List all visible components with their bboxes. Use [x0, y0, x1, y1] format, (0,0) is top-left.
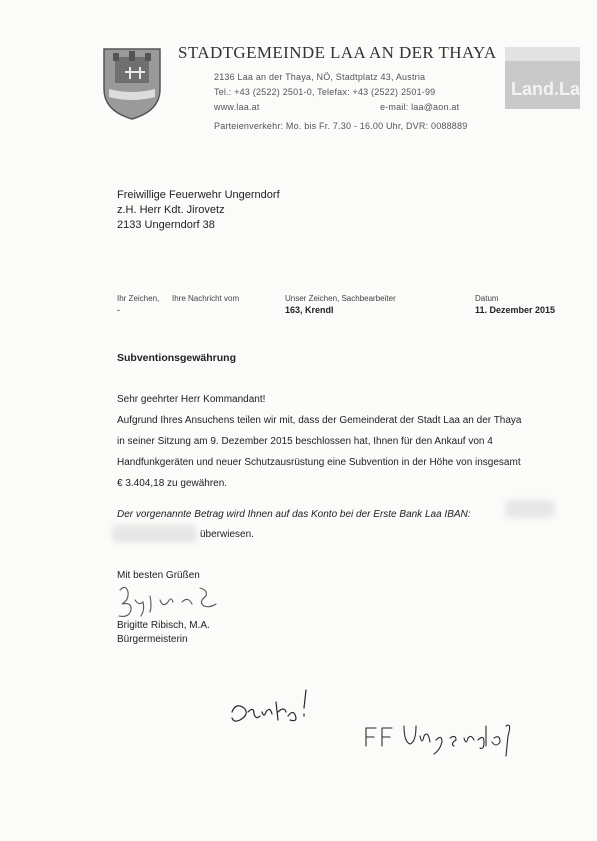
recipient-block [117, 188, 280, 233]
header-address: 2136 Laa an der Thaya, NÖ, Stadtplatz 43, Austria [214, 72, 426, 82]
recipient-line-1: Freiwillige Feuerwehr Ungerndorf [117, 189, 280, 201]
body-p1-line2: in seiner Sitzung am 9. Dezember 2015 beschlossen hat, Ihnen für den Ankauf von 4 [117, 436, 493, 447]
ihr-zeichen-label: Ihr Zeichen, [117, 294, 160, 303]
handwritten-signature [119, 587, 216, 616]
signer-name: Brigitte Ribisch, M.A. [117, 620, 210, 631]
ihre-nachricht-label: Ihre Nachricht vom [172, 294, 240, 303]
header-email: e-mail: laa@aon.at [380, 102, 460, 112]
header-web: www.laa.at [214, 102, 260, 112]
header-phone: Tel.: +43 (2522) 2501-0, Telefax: +43 (2522) 2501-99 [214, 87, 436, 97]
land-logo [505, 47, 580, 109]
redacted-iban [505, 500, 555, 518]
body-p1-line1: Aufgrund Ihres Ansuchens teilen wir mit, dass der Gemeinderat der Stadt Laa an der Thaya [117, 415, 522, 426]
recipient-line-2: z.H. Herr Kdt. Jirovetz [117, 204, 225, 216]
datum-value: 11. Dezember 2015 [475, 305, 556, 315]
body-p1-line3: Handfunkgeräten und neuer Schutzausrüstung eine Subvention in der Höhe von insgesamt [117, 457, 521, 468]
datum-label: Datum [475, 294, 499, 303]
land-logo-text: Land.La [511, 79, 580, 99]
signer-title: Bürgermeisterin [117, 634, 188, 645]
body-p1-line4: € 3.404,18 zu gewähren. [117, 478, 228, 489]
body-p2-line1: Der vorgenannte Betrag wird Ihnen auf das Konto bei der Erste Bank Laa IBAN: [117, 509, 471, 520]
handwritten-danke-note [232, 690, 306, 721]
handwritten-ff-ungerndorf-note [366, 725, 510, 756]
redacted-iban-continued [112, 525, 197, 543]
ihr-zeichen-value: - [117, 305, 120, 315]
recipient-line-3: 2133 Ungerndorf 38 [117, 219, 215, 231]
municipality-title: STADTGEMEINDE LAA AN DER THAYA [178, 43, 497, 62]
subject-line: Subventionsgewährung [117, 352, 237, 364]
coat-of-arms-icon [101, 45, 163, 121]
salutation: Sehr geehrter Herr Kommandant! [117, 394, 266, 405]
unser-zeichen-value: 163, Krendl [285, 305, 334, 315]
header-hours: Parteienverkehr: Mo. bis Fr. 7.30 - 16.00 Uhr, DVR: 0088889 [214, 121, 468, 131]
unser-zeichen-label: Unser Zeichen, Sachbearbeiter [285, 294, 396, 303]
closing-greeting: Mit besten Grüßen [117, 570, 200, 581]
body-p2-line2: überwiesen. [200, 529, 254, 540]
